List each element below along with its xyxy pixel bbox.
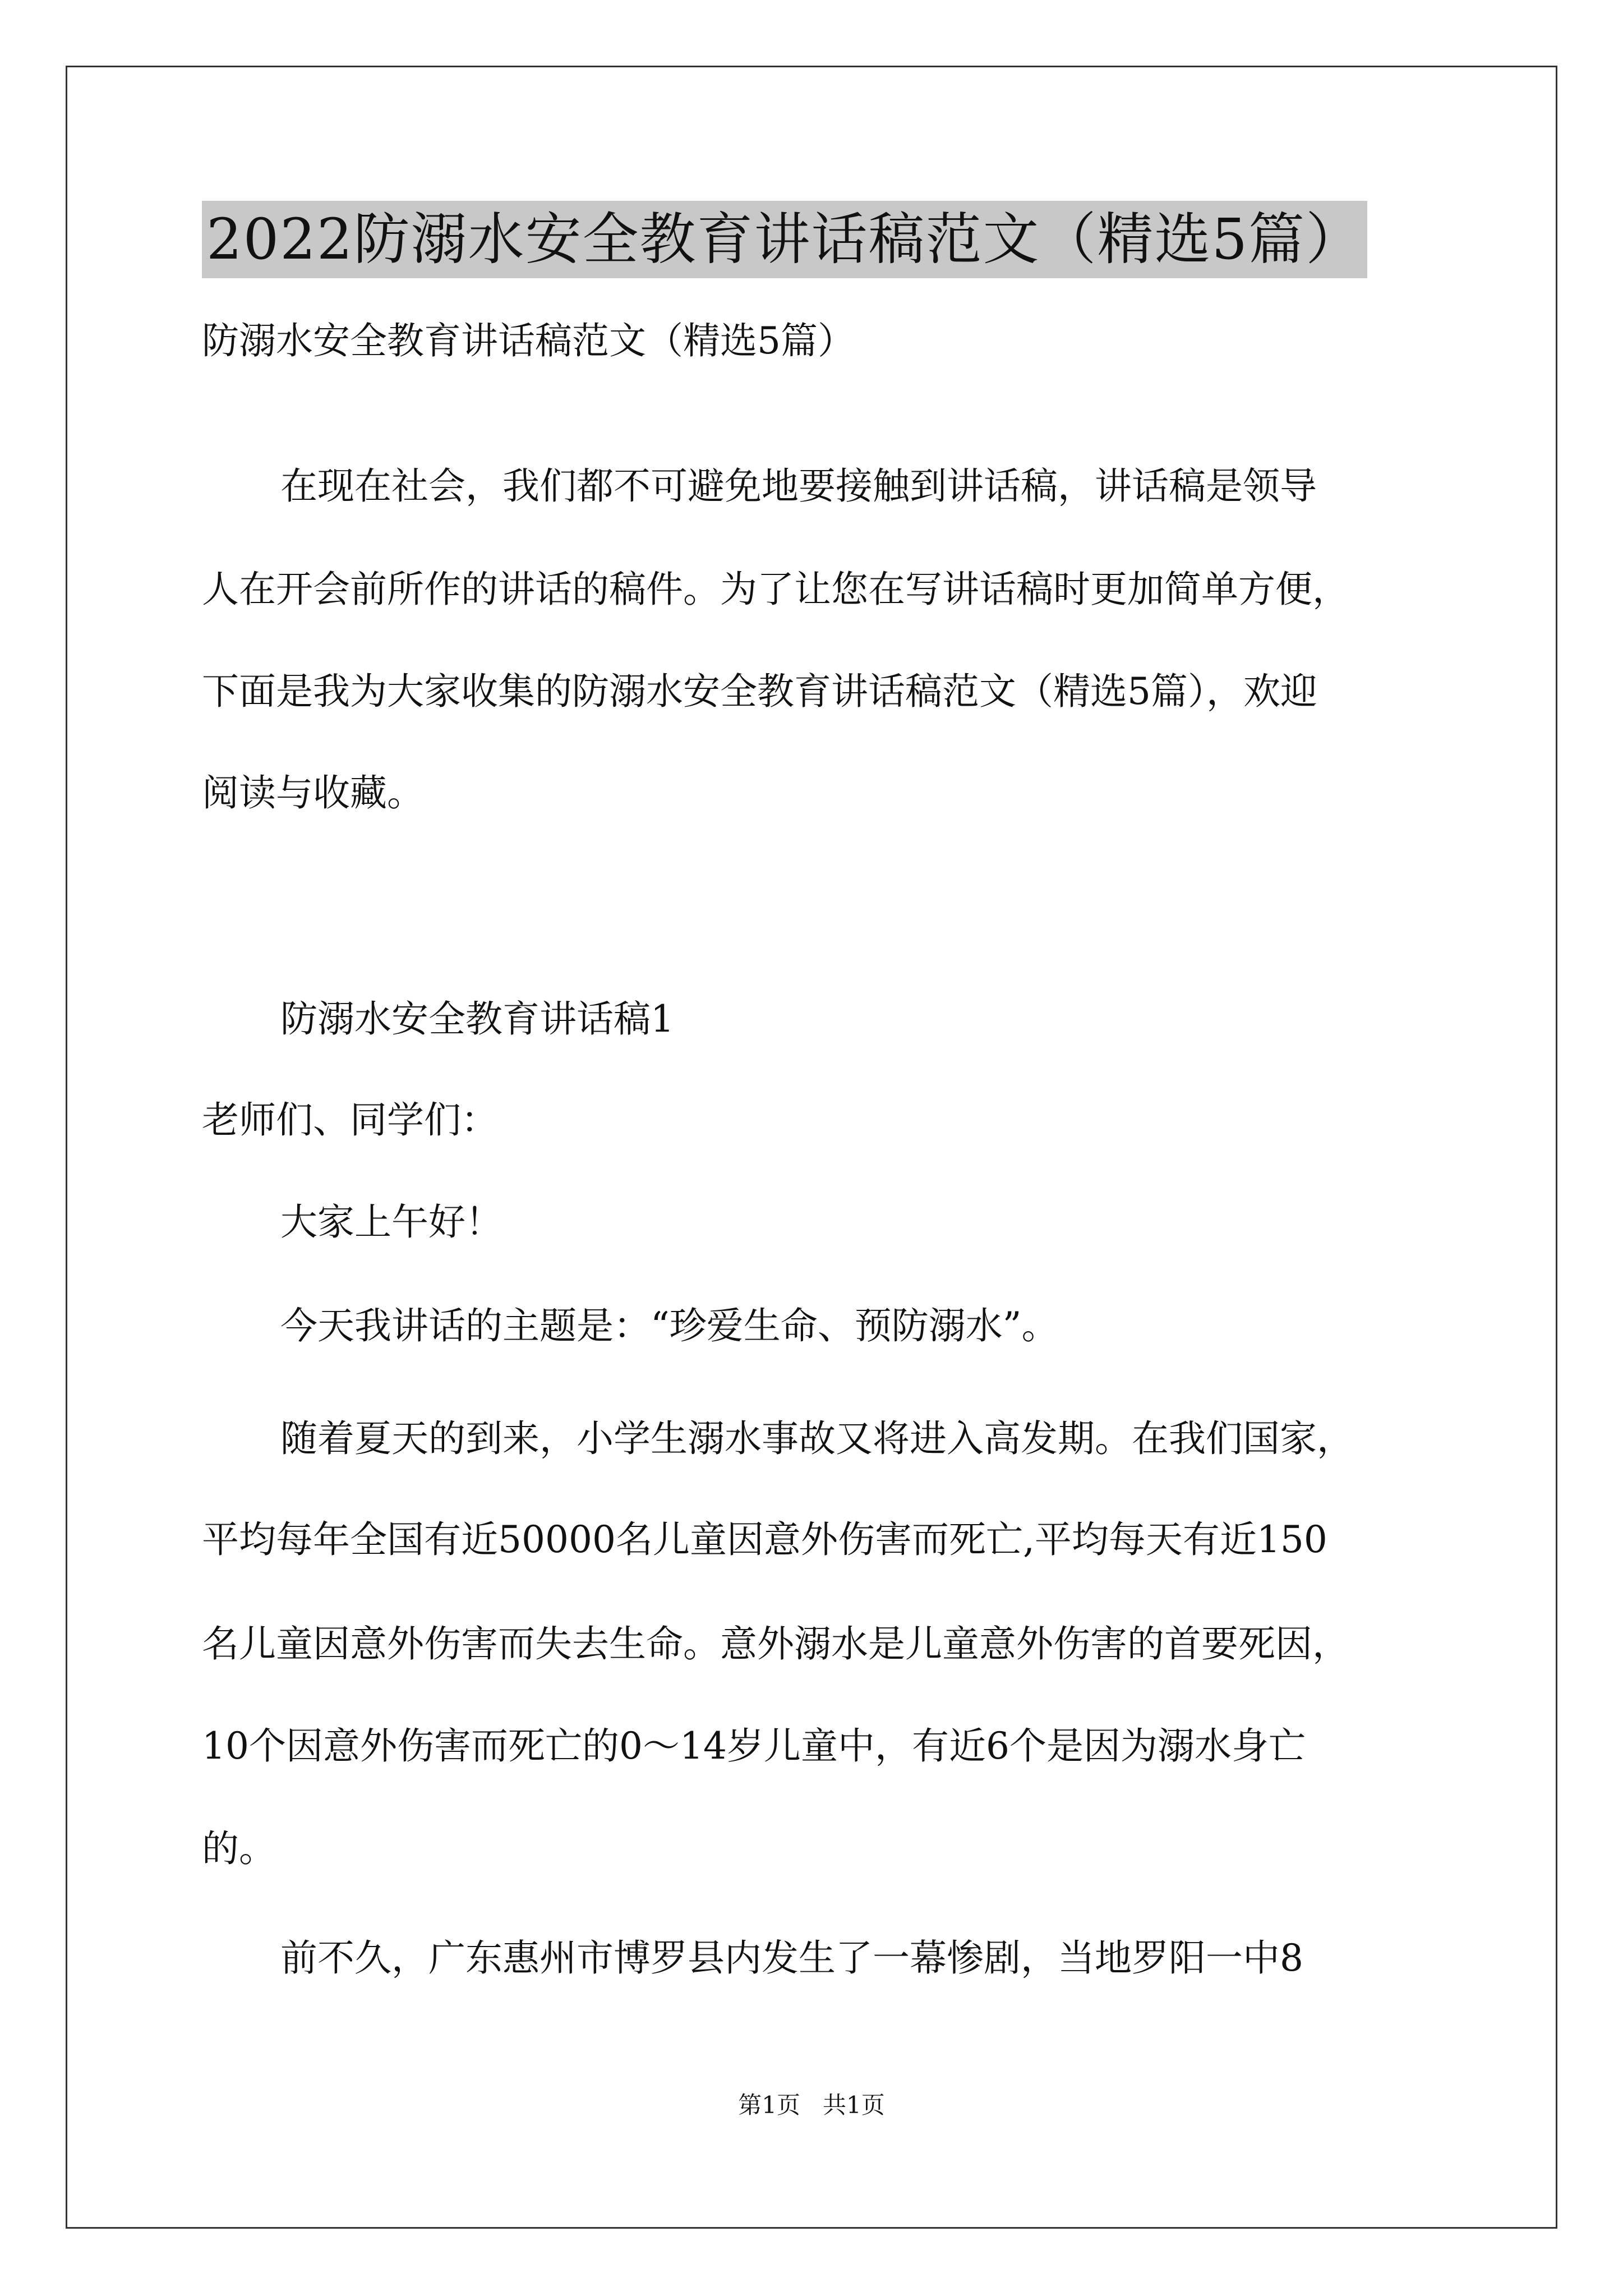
paragraph-line: 名儿童因意外伤害而失去生命。意外溺水是儿童意外伤害的首要死因， — [202, 1622, 1349, 1665]
salutation-line: 老师们、同学们： — [202, 1098, 498, 1142]
document-title: 2022防溺水安全教育讲话稿范文（精选5篇） — [202, 201, 1367, 278]
paragraph-line: 阅读与收藏。 — [202, 771, 424, 815]
paragraph-line: 在现在社会，我们都不可避免地要接触到讲话稿，讲话稿是领导 — [280, 464, 1317, 508]
paragraph-line: 今天我讲话的主题是：“珍爱生命、预防溺水”。 — [280, 1304, 1059, 1347]
greeting-line: 大家上午好！ — [280, 1200, 502, 1244]
paragraph-line: 下面是我为大家收集的防溺水安全教育讲话稿范文（精选5篇），欢迎 — [202, 670, 1317, 713]
section-heading: 防溺水安全教育讲话稿1 — [280, 997, 674, 1041]
paragraph-line: 平均每年全国有近50000名儿童因意外伤害而死亡,平均每天有近150 — [202, 1518, 1327, 1561]
page-border — [66, 66, 1557, 2229]
paragraph-line: 人在开会前所作的讲话的稿件。为了让您在写讲话稿时更加简单方便， — [202, 568, 1349, 611]
paragraph-line: 的。 — [202, 1827, 276, 1870]
page-footer: 第1页 共1页 — [738, 2091, 885, 2119]
subtitle-line: 防溺水安全教育讲话稿范文（精选5篇） — [202, 319, 855, 362]
paragraph-line: 随着夏天的到来，小学生溺水事故又将进入高发期。在我们国家， — [280, 1417, 1354, 1460]
paragraph-line: 10个因意外伤害而死亡的0～14岁儿童中，有近6个是因为溺水身亡 — [202, 1724, 1306, 1768]
paragraph-line: 前不久，广东惠州市博罗县内发生了一幕惨剧，当地罗阳一中8 — [280, 1936, 1303, 1980]
